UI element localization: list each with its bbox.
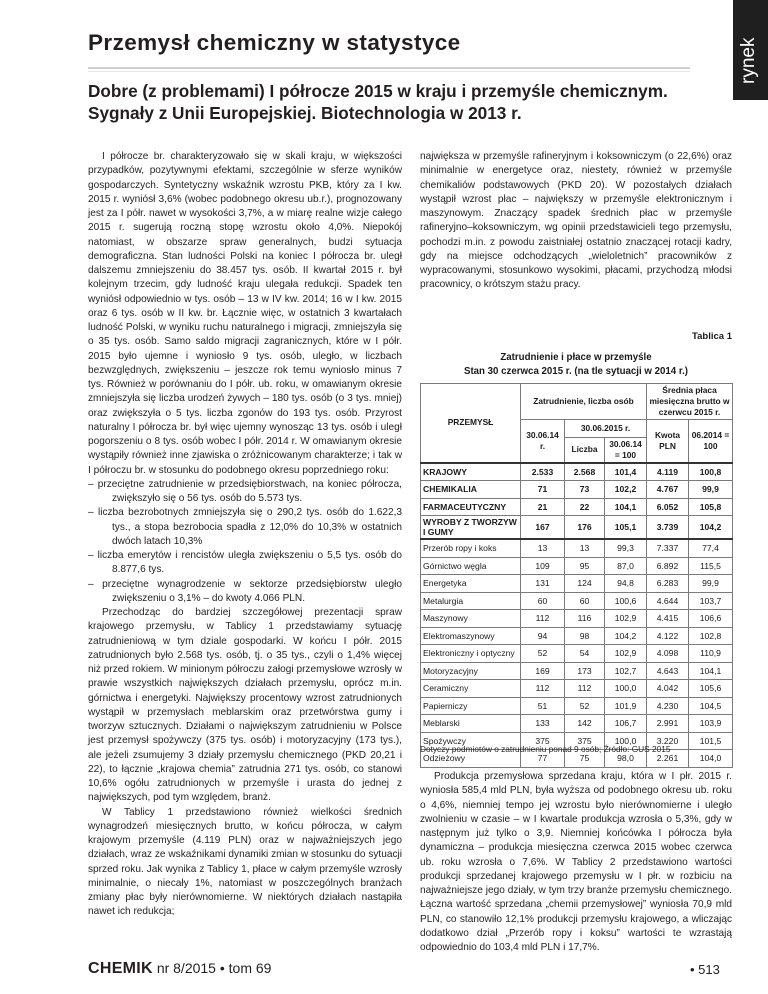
paragraph: Przechodząc do bardziej szczegółowej prezentacji spraw krajowego przemysłu, w Tablicy 1 przedstawiamy sytuację zatrudnieniową w tym dziale gospodarki. W końcu I półr. 2015 zatrudnionych było 2.568 tys. osób, tj. o 35 tys., czyli o 1,4% więcej niż przed rokiem. W minionym półroczu załogi przemysłowe wzrosły w prawie wszystkich największych działach przemysłu, oprócz m.in. górnictwa i energetyki. Największy procentowy wzrost zatrudnionych wystąpił w przemysłach meblarskim oraz przetwórstwa gumy i tworzyw sztucznych. Działami o największym zatrudnieniu w Polsce jest przemysł spożywczy (375 tys. osób) i motoryzacyjny (173 tys.), ale jeżeli zsumujemy 3 działy przemysłu chemicznego (PKD 20,21 i 22), to łącznie „krajowa chemia” zatrudnia 271 tys. osób, co stanowi 10,6% ogółu zatrudnionych w przemyśle i urasta do jednej z największych, pod tym względem, branż. (88, 607, 402, 804)
industry-name-cell: Górnictwo węgla (421, 557, 521, 575)
value-cell: 4.644 (647, 592, 689, 610)
table-row (421, 516, 733, 540)
side-tab-label: rynek (738, 37, 759, 84)
value-cell: 71 (521, 481, 565, 499)
header-industry: PRZEMYSŁ (421, 384, 521, 463)
value-cell: 103,9 (689, 715, 733, 733)
value-cell: 52 (521, 645, 565, 663)
table-row (421, 539, 733, 557)
value-cell: 105,1 (605, 516, 647, 540)
value-cell: 106,6 (689, 610, 733, 628)
paragraph: I półrocze br. charakteryzowało się w skali kraju, w większości przypadków, pozytywnymi efektami, szczególnie w sferze wyników gospodarczych. Syntetyczny wskaźnik wzrostu PKB, który za I kw. 2015 r. wyniósł 3,6% (wobec podobnego okresu ub.r.), prognozowany jest za I półr. nawet w wysokości 3,7%, a w miarę realne wizje całego 2015 r. sugerują roczną stopę wzrostu około 4,0%. Niepokój natomiast, w obszarze spraw generalnych, budzi sytuacja demograficzna. Stan ludności Polski na koniec I półrocza br. uległ dalszemu zmniejszeniu do 38.457 tys. osób. II kwartał 2015 r. był kolejnym trzecim, gdy ludność kraju ulegała redukcji. Spadek ten wyniósł odpowiednio w tys. osób – 13 w IV kw. 2014; 16 w I kw. 2015 oraz 6 tys. osób w II kw. br. Łącznie więc, w ostatnich 3 kwartałach ludność Polski, w wyniku ruchu naturalnego i migracji, zmniejszyła się o 35 tys. osób. Samo saldo migracji zagranicznych, które w I półr. 2015 było ujemne i wyniosło 9 tys. osób, uległo, w liczbach bezwzględnych, zwiększeniu – jeszcze rok temu wyniosło minus 7 tys. Również w porównaniu do I półr. ub. roku, w omawianym okresie zmniejszyła się liczba urodzeń żywych – 180 tys. osób (o 3 tys. mniej) oraz zwiększyła o 5 tys. liczba zgonów do 193 tys. osób. Przyrost naturalny I półrocza br. był więc ujemny wynosząc 13 tys. osób i uległ pogorszeniu o 8 tys. osób wobec I półr. 2014 r. W omawianym okresie wystąpiły również inne zjawiska o zróżnicowanym charakterze; i tak w I półroczu br. w stosunku do podobnego okresu poprzedniego roku: (88, 151, 402, 476)
industry-name-cell: Ceramiczny (421, 680, 521, 698)
value-cell: 102,2 (605, 481, 647, 499)
value-cell: 75 (565, 750, 605, 768)
table-row (421, 715, 733, 733)
table-title (420, 351, 732, 378)
table-row (421, 645, 733, 663)
value-cell: 102,9 (605, 645, 647, 663)
table-source-note: Dotyczy podmiotów o zatrudnieniu ponad 9 osób; Źródło: GUS 2015 (420, 744, 671, 754)
value-cell: 110,9 (689, 645, 733, 663)
value-cell: 99,3 (605, 539, 647, 557)
table-title-line: Stan 30 czerwca 2015 r. (na tle sytuacji w 2014 r.) (463, 365, 688, 377)
value-cell: 2.568 (565, 463, 605, 481)
table-row (421, 662, 733, 680)
header-index-2014: 06.2014 = 100 (689, 420, 733, 463)
value-cell: 13 (521, 539, 565, 557)
table-row (421, 575, 733, 593)
value-cell: 98,0 (605, 750, 647, 768)
value-cell: 173 (565, 662, 605, 680)
value-cell: 131 (521, 575, 565, 593)
header-rule-thin (88, 71, 690, 72)
table-row (421, 680, 733, 698)
value-cell: 73 (565, 481, 605, 499)
value-cell: 87,0 (605, 557, 647, 575)
value-cell: 4.643 (647, 662, 689, 680)
value-cell: 101,9 (605, 697, 647, 715)
value-cell: 112 (521, 610, 565, 628)
bullet-item: – liczba bezrobotnych zmniejszyła się o 290,2 tys. osób do 1.622,3 tys., a stopa bezrobocia spadła z 12,0% do 10,3% w ostatnich dwóch latach 10,3% (88, 507, 402, 547)
table-row (421, 557, 733, 575)
value-cell: 167 (521, 516, 565, 540)
header-rule (88, 67, 690, 69)
industry-name-cell: WYROBY Z TWORZYW I GUMY (421, 516, 521, 540)
value-cell: 4.230 (647, 697, 689, 715)
article-column-left (88, 150, 402, 920)
journal-issue: nr 8/2015 • tom 69 (156, 960, 272, 976)
value-cell: 60 (521, 592, 565, 610)
value-cell: 99,9 (689, 481, 733, 499)
value-cell: 60 (565, 592, 605, 610)
value-cell: 104,2 (689, 516, 733, 540)
industry-name-cell: Motoryzacyjny (421, 662, 521, 680)
value-cell: 112 (521, 680, 565, 698)
value-cell: 95 (565, 557, 605, 575)
table-row (421, 592, 733, 610)
value-cell: 104,2 (605, 627, 647, 645)
value-cell: 4.098 (647, 645, 689, 663)
value-cell: 4.415 (647, 610, 689, 628)
industry-name-cell: Spożywczy (421, 732, 521, 750)
value-cell: 109 (521, 557, 565, 575)
value-cell: 142 (565, 715, 605, 733)
industry-name-cell: FARMACEUTYCZNY (421, 498, 521, 516)
value-cell: 104,5 (689, 697, 733, 715)
bullet-item: – przeciętne zatrudnienie w przedsiębiorstwach, na koniec półrocza, zwiększyło się o 56 tys. osób do 5.573 tys. (88, 478, 402, 504)
value-cell: 4.767 (647, 481, 689, 499)
table-row (421, 463, 733, 481)
value-cell: 94,8 (605, 575, 647, 593)
industry-name-cell: Przerób ropy i koks (421, 539, 521, 557)
value-cell: 176 (565, 516, 605, 540)
value-cell: 52 (565, 697, 605, 715)
industry-name-cell: Metalurgia (421, 592, 521, 610)
value-cell: 94 (521, 627, 565, 645)
value-cell: 116 (565, 610, 605, 628)
section-side-tab (733, 0, 768, 100)
footer-journal (88, 960, 271, 978)
value-cell: 115,5 (689, 557, 733, 575)
paragraph: największa w przemyśle rafineryjnym i koksowniczym (o 22,6%) oraz minimalnie w energetyce oraz, niestety, również w przemyśle chemikaliów podstawowych (PKD 20). W pozostałych działach wystąpił wzrost płac – największy w przemyśle elektronicznym i maszynowym. Znaczący spadek średnich płac w przemyśle rafineryjno–koksowniczym, wg opinii przedstawicieli tego przemysłu, pochodzi m.in. z powodu zaistniałej ostatnio znaczącej rotacji kadry, gdy na miejsce odchodzących „wieloletnich” pracowników z wypracowanymi, stosunkowo wysokimi, płacami, przychodzą młodsi pracownicy, o krótszym stażu pracy. (420, 151, 732, 291)
industry-name-cell: Meblarski (421, 715, 521, 733)
value-cell: 54 (565, 645, 605, 663)
value-cell: 21 (521, 498, 565, 516)
value-cell: 104,1 (605, 498, 647, 516)
bullet-item: – liczba emerytów i rencistów uległa zwiększeniu o 5,5 tys. osób do 8.877,6 tys. (88, 550, 402, 576)
table-row (421, 498, 733, 516)
value-cell: 7.337 (647, 539, 689, 557)
value-cell: 101,5 (689, 732, 733, 750)
value-cell: 100,0 (605, 732, 647, 750)
table-title-line: Zatrudnienie i płace w przemyśle (500, 352, 652, 363)
header-2014: 30.06.14 r. (521, 420, 565, 463)
value-cell: 103,7 (689, 592, 733, 610)
header-amount: Kwota PLN (647, 420, 689, 463)
value-cell: 13 (565, 539, 605, 557)
value-cell: 104,1 (689, 662, 733, 680)
value-cell: 2.533 (521, 463, 565, 481)
value-cell: 51 (521, 697, 565, 715)
value-cell: 133 (521, 715, 565, 733)
value-cell: 4.042 (647, 680, 689, 698)
value-cell: 112 (565, 680, 605, 698)
industry-name-cell: Maszynowy (421, 610, 521, 628)
value-cell: 4.122 (647, 627, 689, 645)
value-cell: 77 (521, 750, 565, 768)
page-number: • 513 (690, 962, 720, 977)
value-cell: 6.283 (647, 575, 689, 593)
journal-name: CHEMIK (88, 960, 153, 977)
header-wage: Średnia płaca miesięczna brutto w czerwcu 2015 r. (647, 384, 733, 420)
table-row (421, 481, 733, 499)
industry-name-cell: Papierniczy (421, 697, 521, 715)
header-employment: Zatrudnienie, liczba osób (521, 384, 647, 420)
header-count: Liczba (565, 437, 605, 463)
value-cell: 2.991 (647, 715, 689, 733)
article-column-right-top (420, 150, 732, 293)
industry-name-cell: Elektromaszynowy (421, 627, 521, 645)
industry-name-cell: Energetyka (421, 575, 521, 593)
value-cell: 98 (565, 627, 605, 645)
value-cell: 22 (565, 498, 605, 516)
value-cell: 6.052 (647, 498, 689, 516)
paragraph: W Tablicy 1 przedstawiono również wielkości średnich wynagrodzeń miesięcznych brutto, w końcu półrocza, w całym krajowym przemyśle (4.119 PLN) oraz w najważniejszych jego działach, wraz ze wskaźnikami dynamiki zmian w stosunku do sytuacji sprzed roku. Jak wynika z Tablicy 1, płace w całym przemyśle wzrosły minimalnie, o niecały 1%, natomiast w poszczególnych branżach zmiany płac były nierównomierne. W niektórych działach nastąpiła nawet ich redukcja; (88, 806, 402, 918)
value-cell: 104,0 (689, 750, 733, 768)
value-cell: 375 (521, 732, 565, 750)
value-cell: 4.119 (647, 463, 689, 481)
value-cell: 169 (521, 662, 565, 680)
paragraph: Produkcja przemysłowa sprzedana kraju, która w I płr. 2015 r. wyniosła 585,4 mld PLN, była wyższa od podobnego okresu ub. roku o 4,6%, niemniej tempo jej wzrostu było nierównomierne i uległo zwolnieniu w czasie – w I kwartale produkcja wzrosła o 5,3%, gdy w następnym już tylko o 3,9. Niemniej końcówka I półrocza była dynamiczna – produkcja miesięczna czerwca 2015 wobec czerwca ub. roku wzrosła o 7,6%. W Tablicy 2 przedstawiono wartości produkcji sprzedanej krajowego przemysłu w I płr. w rozbiciu na najważniejsze jego działy, w tym trzy branże przemysłu chemicznego. Łączna wartość sprzedana „chemii przemysłowej” wyniosła 70,9 mld PLN, co stanowiło 12,1% produkcji przemysłu krajowego, a wliczając dodatkowo dział „Przerób ropy i koksu” wartości te wzrastają odpowiednio do 103,4 mld PLN i 17,7%. (420, 771, 732, 953)
value-cell: 102,9 (605, 610, 647, 628)
value-cell: 2.261 (647, 750, 689, 768)
industry-name-cell: KRAJOWY (421, 463, 521, 481)
value-cell: 100,6 (605, 592, 647, 610)
value-cell: 99,9 (689, 575, 733, 593)
value-cell: 3.739 (647, 516, 689, 540)
value-cell: 101,4 (605, 463, 647, 481)
value-cell: 106,7 (605, 715, 647, 733)
value-cell: 102,8 (689, 627, 733, 645)
value-cell: 105,8 (689, 498, 733, 516)
article-column-right-bottom (420, 770, 732, 955)
value-cell: 105,6 (689, 680, 733, 698)
value-cell: 102,7 (605, 662, 647, 680)
table-row (421, 610, 733, 628)
table-row (421, 697, 733, 715)
section-header: Przemysł chemiczny w statystyce (88, 30, 461, 55)
header-index: 30.06.14 = 100 (605, 437, 647, 463)
value-cell: 6.892 (647, 557, 689, 575)
header-2015: 30.06.2015 r. (565, 420, 647, 438)
value-cell: 77,4 (689, 539, 733, 557)
value-cell: 375 (565, 732, 605, 750)
industry-name-cell: Elektroniczny i optyczny (421, 645, 521, 663)
value-cell: 3.220 (647, 732, 689, 750)
article-title: Dobre (z problemami) I półrocze 2015 w kraju i przemyśle chemicznym. Sygnały z Unii Europejskiej. Biotechnologia w 2013 r. (88, 81, 668, 123)
industry-name-cell: CHEMIKALIA (421, 481, 521, 499)
value-cell: 100,8 (689, 463, 733, 481)
table-row (421, 627, 733, 645)
industry-name-cell: Odzieżowy (421, 750, 521, 768)
table-label: Tablica 1 (692, 331, 732, 342)
value-cell: 124 (565, 575, 605, 593)
value-cell: 100,0 (605, 680, 647, 698)
bullet-item: – przeciętne wynagrodzenie w sektorze przedsiębiorstw uległo zwiększeniu o 3,1% – do kwoty 4.066 PLN. (88, 578, 402, 604)
employment-wages-table (420, 383, 733, 768)
